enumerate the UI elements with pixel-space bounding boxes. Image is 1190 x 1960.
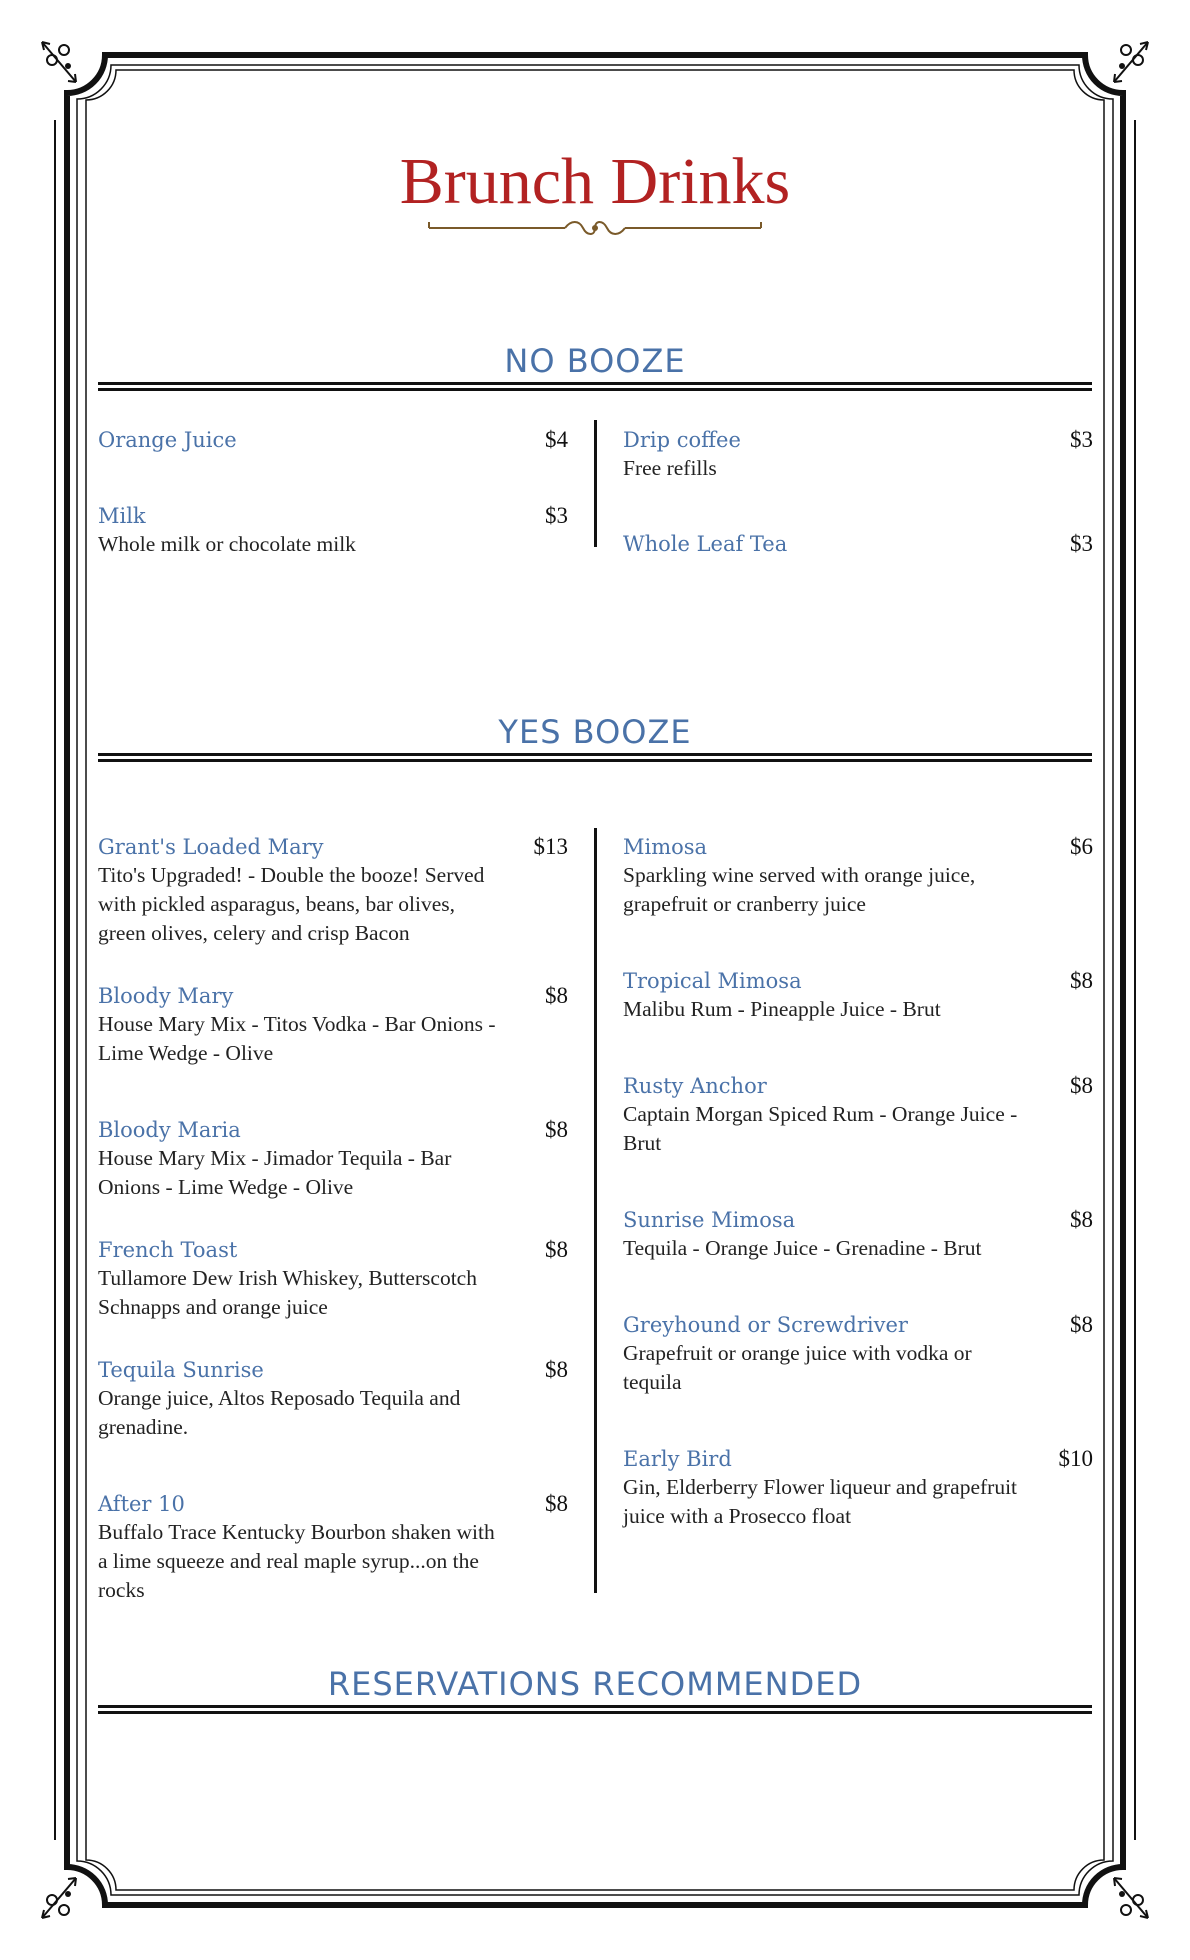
menu-item-price: $8 <box>545 983 568 1008</box>
menu-item <box>98 502 568 559</box>
menu-item <box>623 426 1093 483</box>
menu-item <box>623 530 1093 558</box>
menu-item-name: Sunrise Mimosa <box>623 1208 796 1232</box>
reservations-heading: RESERVATIONS RECOMMENDED <box>327 1665 863 1703</box>
menu-item <box>623 1311 1093 1397</box>
menu-item-price: $8 <box>545 1491 568 1516</box>
section-rule <box>98 1705 1092 1714</box>
menu-item-price: $8 <box>1070 1312 1093 1337</box>
menu-item-price: $3 <box>1070 427 1093 452</box>
menu-item <box>623 1072 1093 1158</box>
menu-item-name: Bloody Maria <box>98 1118 241 1142</box>
menu-item-price: $3 <box>545 503 568 528</box>
divider-flourish-icon <box>425 216 765 240</box>
column-divider <box>594 420 597 547</box>
menu-item-name: Tequila Sunrise <box>98 1358 264 1382</box>
menu-item-description: Captain Morgan Spiced Rum - Orange Juice - Brut <box>623 1102 1018 1155</box>
menu-item-description: Malibu Rum - Pineapple Juice - Brut <box>623 997 941 1021</box>
section-heading-no-booze: NO BOOZE <box>504 342 686 380</box>
menu-item-name: Greyhound or Screwdriver <box>623 1313 908 1337</box>
menu-item <box>623 1445 1093 1531</box>
menu-item <box>98 426 568 454</box>
menu-item-name: Bloody Mary <box>98 984 234 1008</box>
section-rule <box>98 753 1092 762</box>
page-title: Brunch Drinks <box>399 145 791 218</box>
menu-item-name: After 10 <box>98 1492 185 1516</box>
menu-item-name: Early Bird <box>623 1447 732 1471</box>
menu-item-price: $10 <box>1058 1446 1093 1471</box>
menu-item-name: Rusty Anchor <box>623 1074 767 1098</box>
section-rule <box>98 382 1092 391</box>
menu-item-price: $13 <box>533 834 568 859</box>
floral-corner-icon <box>1108 38 1152 88</box>
menu-item <box>98 1356 568 1442</box>
menu-item <box>98 1236 568 1322</box>
menu-item-description: Grapefruit or orange juice with vodka or tequila <box>623 1341 972 1394</box>
menu-item-name: Drip coffee <box>623 428 741 452</box>
menu-item-price: $8 <box>545 1357 568 1382</box>
menu-item-name: French Toast <box>98 1238 238 1262</box>
menu-item <box>623 1206 1093 1263</box>
menu-item-price: $8 <box>545 1117 568 1142</box>
menu-item-name: Grant's Loaded Mary <box>98 835 324 859</box>
menu-item <box>98 833 568 948</box>
menu-item-price: $8 <box>1070 1207 1093 1232</box>
menu-item-description: Whole milk or chocolate milk <box>98 532 356 556</box>
menu-item-name: Milk <box>98 504 146 528</box>
menu-item-description: Tullamore Dew Irish Whiskey, Butterscotch Schnapps and orange juice <box>98 1266 477 1319</box>
menu-item-description: Orange juice, Altos Reposado Tequila and grenadine. <box>98 1386 461 1439</box>
menu-item-price: $4 <box>545 427 568 452</box>
menu-item-name: Mimosa <box>623 835 708 859</box>
menu-item-price: $8 <box>545 1237 568 1262</box>
menu-item <box>98 982 568 1068</box>
menu-item-description: Buffalo Trace Kentucky Bourbon shaken with a lime squeeze and real maple syrup...on the rocks <box>98 1520 495 1602</box>
menu-item-description: Sparkling wine served with orange juice, grapefruit or cranberry juice <box>623 863 976 916</box>
menu-item-description: Gin, Elderberry Flower liqueur and grapefruit juice with a Prosecco float <box>623 1475 1018 1528</box>
menu-item-name: Orange Juice <box>98 428 237 452</box>
menu-item-description: House Mary Mix - Titos Vodka - Bar Onions - Lime Wedge - Olive <box>98 1012 496 1065</box>
menu-item-description: Tito's Upgraded! - Double the booze! Served with pickled asparagus, beans, bar olives, green olives, celery and crisp Bacon <box>98 863 485 945</box>
menu-item-name: Tropical Mimosa <box>623 969 802 993</box>
floral-corner-icon <box>38 38 82 88</box>
menu-item-description: Free refills <box>623 456 717 480</box>
menu-item-price: $8 <box>1070 1073 1093 1098</box>
menu-item-price: $8 <box>1070 968 1093 993</box>
menu-item <box>623 967 1093 1024</box>
menu-item-description: Tequila - Orange Juice - Grenadine - Brut <box>623 1236 982 1260</box>
menu-item-description: House Mary Mix - Jimador Tequila - Bar Onions - Lime Wedge - Olive <box>98 1146 452 1199</box>
section-heading-yes-booze: YES BOOZE <box>498 713 692 751</box>
column-divider <box>594 828 597 1593</box>
floral-corner-icon <box>1108 1872 1152 1922</box>
menu-item-price: $6 <box>1070 834 1093 859</box>
menu-item <box>623 833 1093 919</box>
menu-item-price: $3 <box>1070 531 1093 556</box>
floral-corner-icon <box>38 1872 82 1922</box>
menu-item <box>98 1116 568 1202</box>
menu-item <box>98 1490 568 1605</box>
menu-item-name: Whole Leaf Tea <box>623 532 788 556</box>
